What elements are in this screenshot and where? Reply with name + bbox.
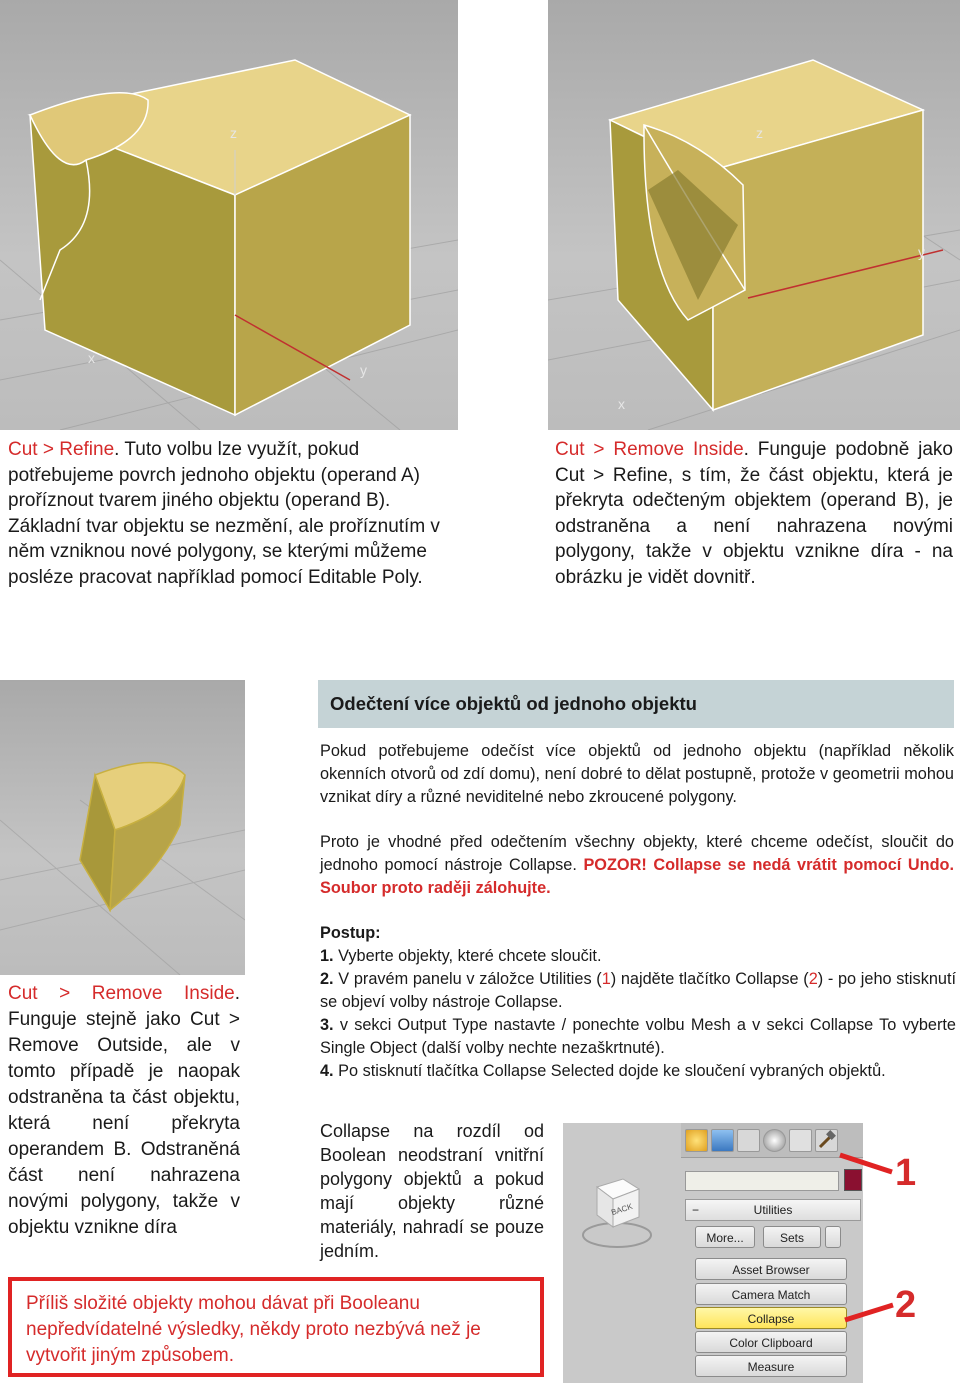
collapse-button[interactable]: Collapse bbox=[695, 1307, 847, 1329]
remove-inside-text: . Funguje podobně jako Cut > Refine, s tím, že část objektu, která je překryta odečteným objektem (operand B), je odstraněna a není nahrazena novými polygony, takže v objektu vznikne díra - na obrázku je vidět dovnitř. bbox=[555, 439, 953, 588]
procedure-label: Postup: bbox=[320, 924, 381, 942]
refine-text: . Tuto volbu lze využít, pokud potřebujeme povrch jednoho objektu (operand A) proříznout tvarem jiného objektu (operand B). Základní tvar objektu se nezmění, ale proříznutím v něm vzniknou nové polygony, se kterými můžeme posléze pracovat například pomocí Editable Poly. bbox=[8, 439, 440, 588]
procedure bbox=[320, 922, 956, 1083]
panel-toolbar bbox=[681, 1123, 863, 1158]
camera-match-button[interactable]: Camera Match bbox=[695, 1283, 847, 1305]
ref-2: 2 bbox=[808, 970, 818, 988]
utilities-rollout-header[interactable] bbox=[685, 1199, 861, 1221]
paragraph-multi-subtract: Pokud potřebujeme odečíst více objektů od jednoho objektu (například několik okenních otvorů od zdí domu), není dobré to dělat postupně, protože v geometrii mohou vznikat díry a různé neviditelné nebo zkroucené polygony. bbox=[320, 742, 954, 806]
viewport-wedge bbox=[0, 680, 245, 975]
remove-inside-description bbox=[555, 437, 953, 590]
warning-box: Příliš složité objekty mohou dávat při Booleanu nepředvídatelné výsledky, někdy proto nezbývá než je vytvořit jiným způsobem. bbox=[8, 1277, 544, 1377]
rollout-title: Utilities bbox=[753, 1203, 793, 1217]
procedure-step-4: 4. Po stisknutí tlačítka Collapse Selected dojde ke sloučení vybraných objektů. bbox=[320, 1062, 886, 1080]
asset-browser-button[interactable]: Asset Browser bbox=[695, 1258, 847, 1280]
sets-dropdown-icon[interactable] bbox=[825, 1226, 841, 1248]
viewport-refine bbox=[0, 0, 458, 430]
axis-z-label: z bbox=[230, 125, 237, 141]
axis-z-label: z bbox=[756, 125, 763, 141]
create-tab-icon[interactable] bbox=[685, 1129, 708, 1152]
utilities-hammer-icon[interactable] bbox=[815, 1129, 838, 1152]
callout-2: 2 bbox=[895, 1284, 917, 1326]
more-button[interactable]: More... bbox=[695, 1226, 755, 1248]
command-panel bbox=[563, 1123, 863, 1383]
measure-button[interactable]: Measure bbox=[695, 1355, 847, 1377]
viewport-remove-inside bbox=[548, 0, 960, 430]
viewcube[interactable] bbox=[575, 1165, 655, 1255]
remove-inside-2-text: . Funguje stejně jako Cut > Remove Outside, ale v tomto případě je naopak odstraněna ta část objektu, která není překryta operandem B. Odstraněná část není nahrazena novými polygony, takže v objektu vznikne díra bbox=[8, 983, 240, 1238]
collapse-warning: POZOR! Collapse se nedá vrátit pomocí Undo. Soubor proto raději zálohujte. bbox=[320, 856, 954, 897]
procedure-step-3: 3. v sekci Output Type nastavte / ponechte volbu Mesh a v sekci Collapse To vyberte Single Object (další volby nechte nezaškrtnuté). bbox=[320, 1016, 956, 1057]
viewcube-back-label: BACK bbox=[610, 1201, 634, 1218]
refine-title: Cut > Refine bbox=[8, 439, 115, 460]
procedure-step-1: 1. Vyberte objekty, které chcete sloučit. bbox=[320, 947, 602, 965]
axis-y-label: y bbox=[918, 244, 925, 260]
sets-button[interactable]: Sets bbox=[763, 1226, 821, 1248]
remove-inside-title: Cut > Remove Inside bbox=[555, 439, 744, 460]
procedure-step-2: 2. V pravém panelu v záložce Utilities (1) najděte tlačítko Collapse (2) - po jeho stisknutí se objeví volby nástroje Collapse. bbox=[320, 970, 956, 1011]
ref-1: 1 bbox=[601, 970, 611, 988]
object-color-swatch[interactable] bbox=[844, 1169, 862, 1191]
rollout-collapse-sign: − bbox=[692, 1203, 700, 1217]
callout-1: 1 bbox=[895, 1152, 917, 1194]
section-heading: Odečtení více objektů od jednoho objektu bbox=[318, 680, 954, 728]
modify-tab-icon[interactable] bbox=[711, 1129, 734, 1152]
collapse-note: Collapse na rozdíl od Boolean neodstraní vnitřní polygony objektů a pokud mají objekty různé materiály, nahradí se pouze jedním. bbox=[320, 1121, 544, 1261]
axis-x-label: x bbox=[88, 350, 95, 366]
axis-y-label: y bbox=[360, 362, 367, 378]
display-tab-icon[interactable] bbox=[789, 1129, 812, 1152]
motion-tab-icon[interactable] bbox=[763, 1129, 786, 1152]
color-clipboard-button[interactable]: Color Clipboard bbox=[695, 1331, 847, 1353]
remove-inside-2-description bbox=[8, 981, 240, 1241]
paragraph-collapse-advice bbox=[320, 831, 954, 900]
hierarchy-tab-icon[interactable] bbox=[737, 1129, 760, 1152]
refine-description bbox=[8, 437, 454, 590]
remove-inside-2-title: Cut > Remove Inside bbox=[8, 983, 235, 1004]
collapse-advice-text: Proto je vhodné před odečtením všechny objekty, které chceme odečíst, sloučit do jednoho pomocí nástroje Collapse. bbox=[320, 833, 954, 874]
axis-x-label: x bbox=[618, 396, 625, 412]
object-name-field[interactable] bbox=[685, 1171, 839, 1191]
